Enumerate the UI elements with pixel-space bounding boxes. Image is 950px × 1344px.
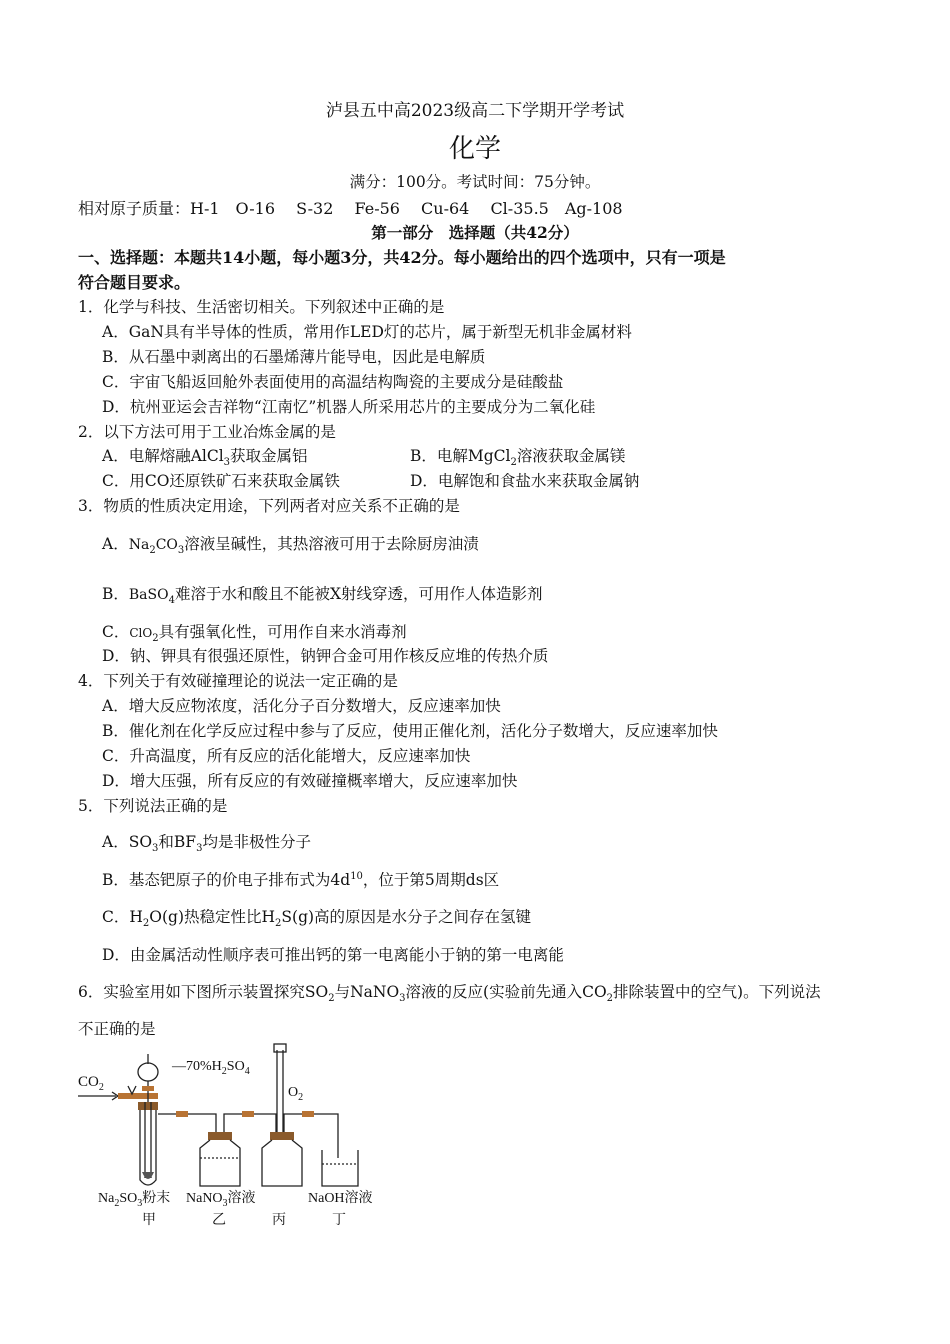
jia-reagent: $Na_2SO_3$粉末: [98, 1191, 171, 1209]
bing-stopper: [270, 1132, 294, 1140]
label-jia: 甲: [142, 1213, 156, 1228]
q6-stem-line2: 不正确的是: [78, 1020, 156, 1038]
q2-option-d: D．电解饱和食盐水来获取金属钠: [410, 472, 640, 490]
bing-inlet-top: [274, 1044, 286, 1052]
label-bing: 丙: [272, 1213, 286, 1228]
q1-option-c: C．宇宙飞船返回舱外表面使用的高温结构陶瓷的主要成分是硅酸盐: [102, 373, 564, 391]
q5-option-c: C．$H_2O(g)$热稳定性比$H_2S(g)$高的原因是水分子之间存在氢键: [102, 908, 532, 930]
yi-stopper: [208, 1132, 232, 1140]
q2-option-a: A．电解熔融AlCl$_3$获取金属铝: [102, 447, 308, 469]
q2-stem: 2．以下方法可用于工业冶炼金属的是: [78, 423, 336, 441]
q3-option-c: C．ClO$_2$具有强氧化性，可用作自来水消毒剂: [102, 623, 407, 645]
apparatus-figure: [76, 1040, 476, 1230]
q4-stem: 4．下列关于有效碰撞理论的说法一定正确的是: [78, 672, 398, 690]
atomic-masses: 相对原子质量：H-1 O-16 S-32 Fe-56 Cu-64 Cl-35.5 Ag-108: [78, 199, 623, 218]
part1-instruction-1: 一、选择题：本题共14小题，每小题3分，共42分。每小题给出的四个选项中，只有一项是: [78, 248, 726, 267]
ding-reagent: NaOH溶液: [308, 1191, 373, 1206]
q3-option-a: A．$Na_2CO_3$溶液呈碱性，其热溶液可用于去除厨房油渍: [102, 535, 479, 557]
funnel-bulb: [138, 1063, 158, 1081]
q3-stem: 3．物质的性质决定用途，下列两者对应关系不正确的是: [78, 497, 460, 515]
score-time: 满分：100分。考试时间：75分钟。: [349, 173, 601, 191]
yi-reagent: NaNO$_3$溶液: [186, 1191, 256, 1209]
co2-inlet-tube: [118, 1093, 158, 1099]
q5-option-d: D．由金属活动性顺序表可推出钙的第一电离能小于钠的第一电离能: [102, 946, 564, 964]
ding-beaker: [322, 1150, 358, 1186]
o2-label: $O_2$: [288, 1085, 304, 1103]
bing-bottle: [262, 1140, 302, 1186]
subject-title: 化学: [448, 134, 501, 164]
q5-option-a: A．$SO_3$和$BF_3$均是非极性分子: [102, 833, 311, 855]
joint-2: [242, 1111, 254, 1117]
q5-option-b: B．基态钯原子的价电子排布式为$4d^{10}$，位于第5周期ds区: [102, 870, 500, 889]
q2-option-c: C．用CO还原铁矿石来获取金属铁: [102, 472, 340, 490]
exam-title: 泸县五中高2023级高二下学期开学考试: [325, 101, 625, 121]
q6-stem: 6．实验室用如下图所示装置探究$SO_2$与NaNO$_3$溶液的反应(实验前先通入$CO_2$排除装置中的空气)。下列说法: [78, 983, 821, 1005]
joint-1: [176, 1111, 188, 1117]
q3-option-d: D．钠、钾具有很强还原性，钠钾合金可用作核反应堆的传热介质: [102, 647, 549, 665]
q1-option-b: B．从石墨中剥离出的石墨烯薄片能导电，因此是电解质: [102, 348, 486, 366]
label-yi: 乙: [212, 1213, 226, 1228]
q1-stem: 1．化学与科技、生活密切相关。下列叙述中正确的是: [78, 298, 445, 316]
q5-stem: 5．下列说法正确的是: [78, 797, 228, 815]
joint-3: [302, 1111, 314, 1117]
q1-option-d: D．杭州亚运会吉祥物“江南忆”机器人所采用芯片的主要成分为二氧化硅: [102, 398, 596, 416]
q2-option-b: B．电解MgCl$_2$溶液获取金属镁: [410, 447, 626, 469]
tube-jia-yi: [158, 1114, 216, 1140]
label-ding: 丁: [332, 1213, 346, 1228]
co2-clamp: [128, 1086, 136, 1094]
q4-option-a: A．增大反应物浓度，活化分子百分数增大，反应速率加快: [102, 697, 501, 715]
q4-option-c: C．升高温度，所有反应的活化能增大，反应速率加快: [102, 747, 471, 765]
co2-label: $CO_2$: [78, 1074, 104, 1093]
q1-option-a: A．GaN具有半导体的性质，常用作LED灯的芯片，属于新型无机非金属材料: [102, 323, 632, 341]
jia-stopper: [138, 1102, 158, 1110]
funnel-stopcock: [142, 1086, 154, 1091]
acid-label: $—70\%H_2SO_4$: [172, 1059, 250, 1077]
jia-powder: [142, 1172, 154, 1179]
q4-option-b: B．催化剂在化学反应过程中参与了反应，使用正催化剂，活化分子数增大，反应速率加快: [102, 722, 718, 740]
part1-instruction-2: 符合题目要求。: [78, 273, 191, 292]
q4-option-d: D．增大压强，所有反应的有效碰撞概率增大，反应速率加快: [102, 772, 518, 790]
yi-bottle: [200, 1140, 240, 1186]
part1-title: 第一部分 选择题（共42分）: [371, 223, 579, 242]
q3-option-b: B．BaSO$_4$难溶于水和酸且不能被X射线穿透，可用作人体造影剂: [102, 585, 543, 607]
